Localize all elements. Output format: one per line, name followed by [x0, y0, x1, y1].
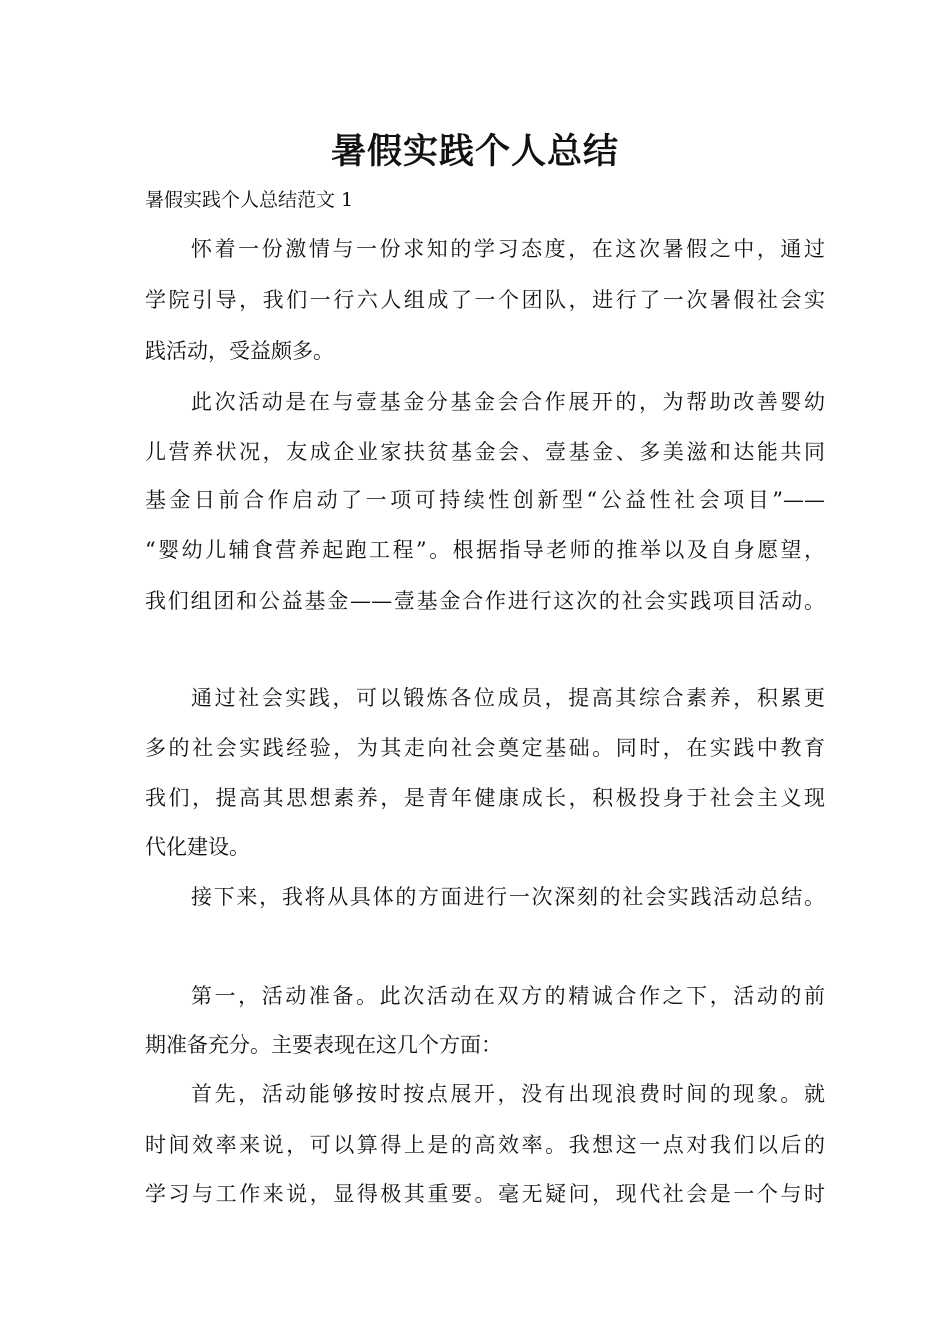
paragraph-line: 怀着一份激情与一份求知的学习态度，在这次暑假之中，通过	[191, 237, 825, 261]
paragraph-line: 学习与工作来说，显得极其重要。毫无疑问，现代社会是一个与时	[145, 1182, 825, 1206]
document-subtitle: 暑假实践个人总结范文 1	[145, 189, 354, 211]
paragraph-line: 时间效率来说，可以算得上是的高效率。我想这一点对我们以后的	[145, 1133, 825, 1157]
paragraph-line: 第一，活动准备。此次活动在双方的精诚合作之下，活动的前	[191, 984, 825, 1008]
paragraph-line: 代化建设。	[145, 835, 250, 859]
paragraph-line: 学院引导，我们一行六人组成了一个团队，进行了一次暑假社会实	[145, 288, 825, 312]
paragraph-line: 儿营养状况，友成企业家扶贫基金会、壹基金、多美滋和达能共同	[145, 440, 825, 464]
paragraph-line: 我们组团和公益基金——壹基金合作进行这次的社会实践项目活动。	[145, 589, 825, 613]
paragraph-line: 多的社会实践经验，为其走向社会奠定基础。同时，在实践中教育	[145, 736, 825, 760]
paragraph-line: 基金日前合作启动了一项可持续性创新型“公益性社会项目”——	[145, 488, 825, 512]
paragraph-line: 期准备充分。主要表现在这几个方面：	[145, 1033, 502, 1057]
document-title: 暑假实践个人总结	[330, 132, 619, 172]
paragraph-line: “婴幼儿辅食营养起跑工程”。根据指导老师的推举以及自身愿望，	[145, 538, 825, 562]
paragraph-line: 我们，提高其思想素养，是青年健康成长，积极投身于社会主义现	[145, 786, 825, 810]
paragraph-line: 通过社会实践，可以锻炼各位成员，提高其综合素养，积累更	[191, 686, 825, 710]
paragraph-line: 接下来，我将从具体的方面进行一次深刻的社会实践活动总结。	[191, 885, 825, 909]
paragraph-line: 此次活动是在与壹基金分基金会合作展开的，为帮助改善婴幼	[191, 390, 825, 414]
paragraph-line: 践活动，受益颇多。	[145, 339, 334, 363]
paragraph-line: 首先，活动能够按时按点展开，没有出现浪费时间的现象。就	[191, 1082, 825, 1106]
